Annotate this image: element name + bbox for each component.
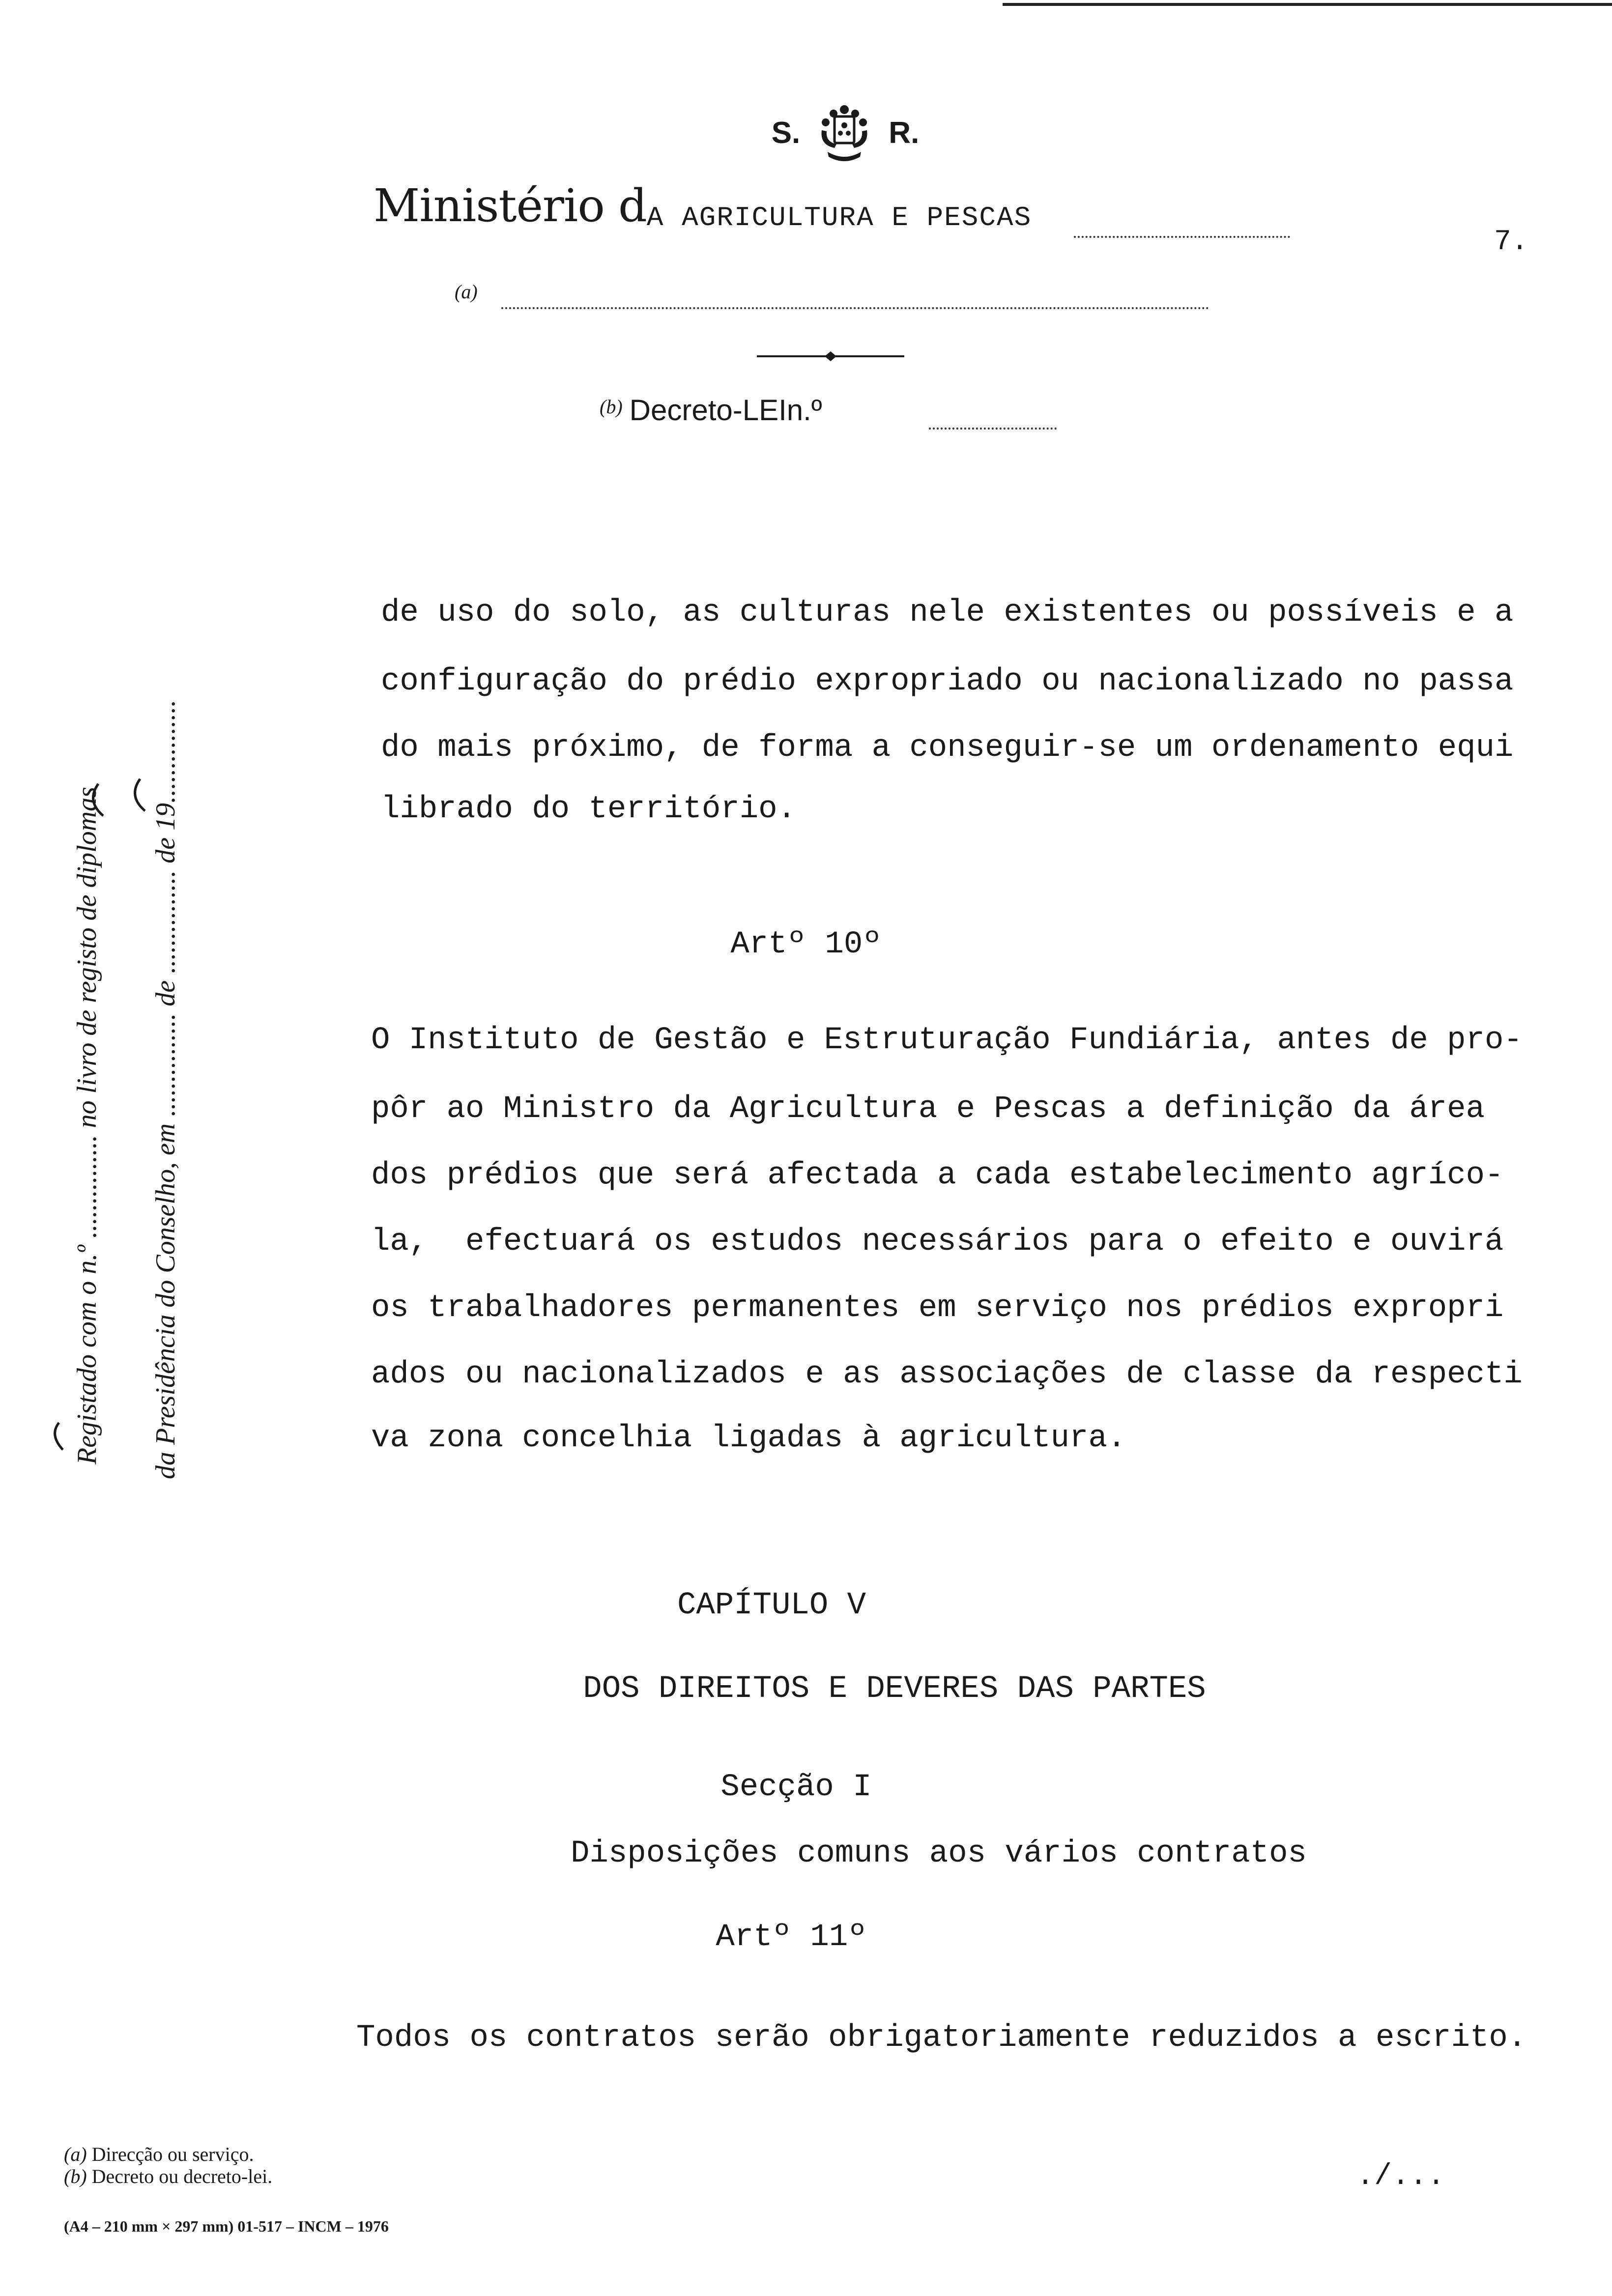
footnote-b: [64, 2165, 408, 2189]
page-number: 7.: [1494, 226, 1528, 258]
registration-line-1: Registado com o n.º ............... no livro de registo de diplomas: [72, 787, 102, 1464]
coat-of-arms-icon: [815, 101, 874, 165]
chapter-heading: CAPÍTULO V: [677, 1588, 866, 1623]
text-line: va zona concelhia ligadas à agricultura.: [371, 1421, 1126, 1456]
ministry-title: [374, 179, 1307, 238]
footnote-a-marker: (a): [64, 2143, 87, 2165]
ministry-name: A AGRICULTURA E PESCAS: [646, 202, 1032, 233]
arms-right-letter: R.: [889, 115, 920, 150]
footnote-a-text: Direcção ou serviço.: [91, 2143, 254, 2165]
bracket-icon: [55, 1423, 63, 1450]
continuation-mark: ./...: [1356, 2160, 1445, 2193]
footnote-b-marker: (b): [64, 2165, 87, 2187]
text-line: dos prédios que será afectada a cada estabelecimento agríco-: [371, 1158, 1504, 1193]
text-line: os trabalhadores permanentes em serviço nos prédios expropri: [371, 1291, 1504, 1326]
text-line: la, efectuará os estudos necessários para o efeito e ouvirá: [371, 1224, 1504, 1260]
article-11-text: Todos os contratos serão obrigatoriamente reduzidos a escrito.: [356, 2020, 1527, 2056]
chapter-title: DOS DIREITOS E DEVERES DAS PARTES: [583, 1671, 1206, 1707]
decree-dotted-line: [929, 428, 1057, 430]
section-title: Disposições comuns aos vários contratos: [571, 1836, 1307, 1871]
coat-of-arms-header: [718, 96, 973, 170]
ministry-dotted-line: [1074, 236, 1290, 238]
decree-label: [600, 393, 1071, 437]
text-line: de uso do solo, as culturas nele existentes ou possíveis e a: [381, 595, 1514, 631]
bracket-icon: [135, 779, 145, 811]
arms-left-letter: S.: [771, 115, 801, 150]
field-a-marker: (a): [455, 281, 478, 303]
decree-marker: (b): [600, 396, 623, 418]
text-line: O Instituto de Gestão e Estruturação Fundiária, antes de pro-: [371, 1023, 1523, 1058]
decree-text: Decreto-LEIn.º: [629, 394, 822, 427]
field-a-dotted-line: [501, 307, 1209, 309]
section-heading: Secção I: [720, 1770, 872, 1805]
diamond-separator-icon: [757, 351, 904, 361]
text-line: do mais próximo, de forma a conseguir-se um ordenamento equi: [381, 730, 1514, 766]
article-11-heading: Artº 11º: [716, 1920, 867, 1955]
footnote-b-text: Decreto ou decreto-lei.: [91, 2165, 273, 2187]
top-border-line: [1003, 3, 1612, 6]
registration-line-2: da Presidência do Conselho, em ............... de ............... de 19...............: [150, 700, 181, 1479]
print-reference: (A4 – 210 mm × 297 mm) 01-517 – INCM – 1976: [64, 2217, 389, 2235]
ministry-prefix: Ministério d: [374, 179, 647, 232]
text-line: pôr ao Ministro da Agricultura e Pescas a definição da área: [371, 1091, 1485, 1127]
text-line: librado do território.: [381, 792, 796, 827]
text-line: configuração do prédio expropriado ou nacionalizado no passa: [381, 664, 1514, 699]
footnote-a: [64, 2143, 408, 2167]
text-line: ados ou nacionalizados e as associações de classe da respecti: [371, 1357, 1523, 1392]
article-10-heading: Artº 10º: [730, 927, 882, 962]
registration-note: [39, 585, 206, 1479]
